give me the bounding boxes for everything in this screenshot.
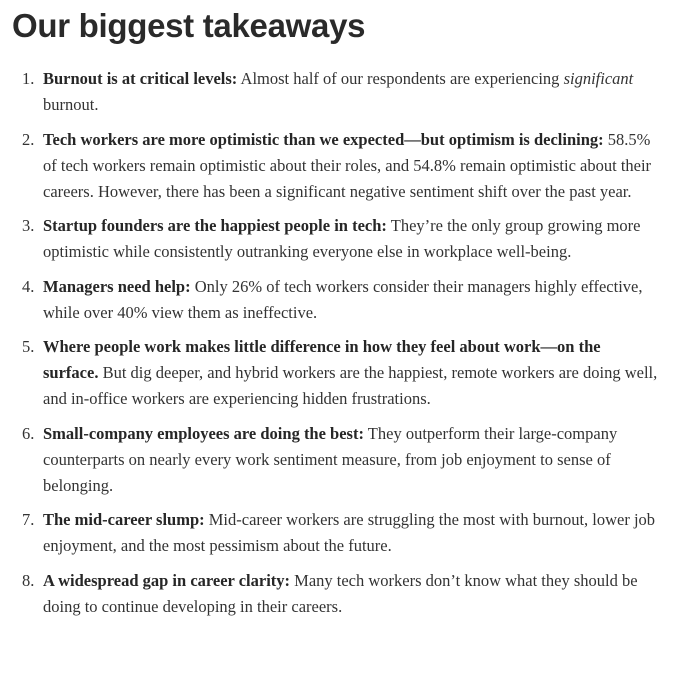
list-item xyxy=(12,66,659,118)
item-text: 58.5% of tech workers remain optimistic about their roles, and 54.8% remain optimistic about their careers. However, there has been a significant negative sentiment shift over the past year. xyxy=(43,129,652,201)
item-number: 3. xyxy=(22,216,35,235)
item-number: 2. xyxy=(22,129,35,149)
item-text: They outperform their large-company counterparts on nearly every work sentiment measure, from job enjoyment to sense of belonging. xyxy=(43,423,618,495)
list-item xyxy=(12,127,659,205)
item-number: 8. xyxy=(22,570,35,590)
item-text: They’re the only group growing more optimistic while consistently outranking everyone else in workplace well-being. xyxy=(43,216,641,261)
item-text: Almost half of our respondents are experiencing xyxy=(237,69,564,88)
item-lead: Where people work makes little difference in how they feel about work—on the surface. xyxy=(43,337,601,382)
item-emphasis: significant xyxy=(563,69,634,88)
item-lead: Startup founders are the happiest people in tech: xyxy=(43,216,387,235)
item-text: Many tech workers don’t know what they should be doing to continue developing in their careers. xyxy=(43,570,638,616)
item-number: 4. xyxy=(22,276,35,296)
item-number: 7. xyxy=(22,510,35,529)
item-number: 6. xyxy=(22,423,35,443)
list-item xyxy=(12,568,659,620)
item-lead: Burnout is at critical levels: xyxy=(43,69,238,88)
list-item xyxy=(12,334,659,412)
takeaways-list xyxy=(12,66,659,620)
list-item xyxy=(12,421,659,499)
item-text: Mid-career workers are struggling the most with burnout, lower job enjoyment, and the most pessimism about the future. xyxy=(43,510,656,555)
list-item xyxy=(12,274,659,326)
item-lead: A widespread gap in career clarity: xyxy=(43,570,291,590)
item-text: burnout. xyxy=(43,95,99,114)
item-number: 1. xyxy=(22,69,35,88)
list-item xyxy=(12,213,659,265)
item-lead: The mid-career slump: xyxy=(43,510,205,529)
item-number: 5. xyxy=(22,337,35,356)
item-lead: Managers need help: xyxy=(43,276,191,296)
page-title: Our biggest takeaways xyxy=(12,7,366,44)
item-lead: Small-company employees are doing the best: xyxy=(43,423,364,443)
item-text: But dig deeper, and hybrid workers are the happiest, remote workers are doing well, and in-office workers are experiencing hidden frustrations. xyxy=(43,363,658,408)
item-lead: Tech workers are more optimistic than we expected—but optimism is declining: xyxy=(43,129,604,149)
list-item xyxy=(12,507,659,559)
item-text: Only 26% of tech workers consider their managers highly effective, while over 40% view them as ineffective. xyxy=(43,276,643,322)
